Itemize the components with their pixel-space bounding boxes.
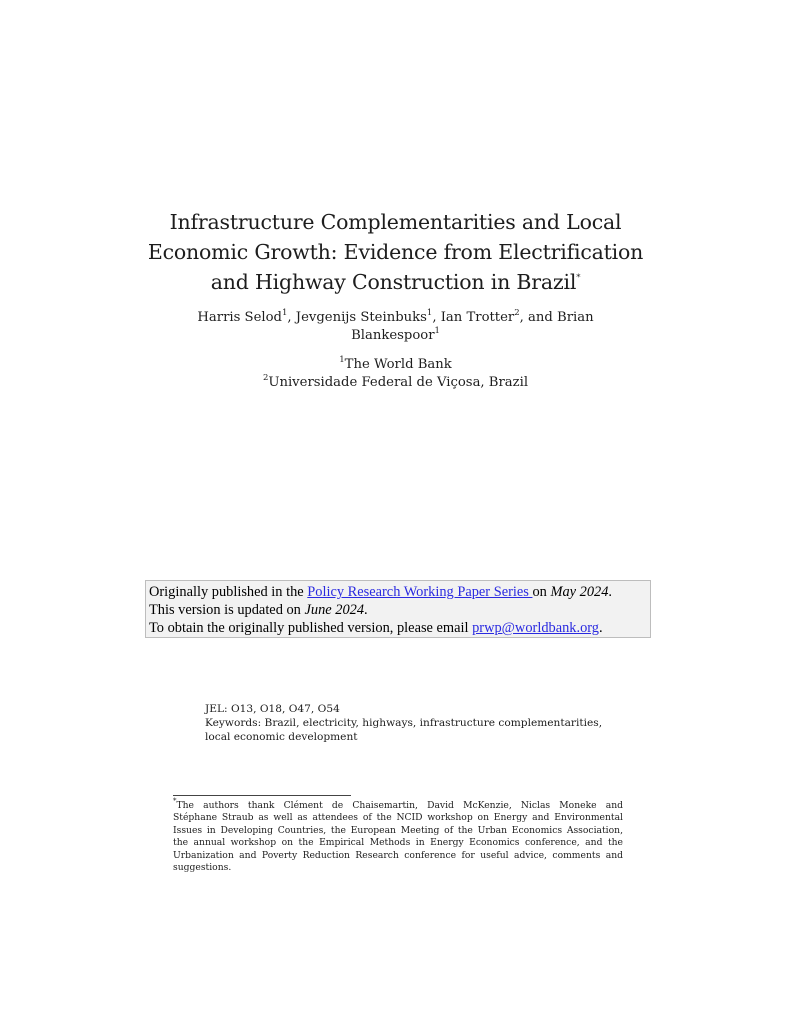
affiliation-name: Universidade Federal de Viçosa, Brazil [268,375,529,390]
footnote-divider [173,795,351,796]
affiliation-mark: 2 [262,372,269,383]
notice-text: . [608,584,613,600]
author-name: Blankespoor [351,328,435,343]
publication-date: May 2024 [550,584,609,600]
footnote-line [173,796,623,812]
acknowledgement-footnote [173,796,623,874]
keywords-line-2: local economic development [205,731,358,743]
affiliation-mark: 1 [339,354,345,365]
affiliation-list [150,356,641,392]
notice-text: This version is updated on [149,602,305,618]
keywords-line-1: Keywords: Brazil, electricity, highways, infrastructure complementarities, [205,717,603,729]
series-link[interactable]: Policy Research Working Paper Series [307,584,533,600]
notice-line-2 [149,601,647,619]
paper-title [120,207,671,297]
jel-keywords [205,702,625,744]
affiliation-name: The World Bank [344,357,452,372]
title-line-1: Infrastructure Complementarities and Local [169,210,622,234]
footnote-mark: * [173,796,177,805]
notice-text: . [364,602,368,618]
footnote-text: The authors thank Clément de Chaisemartin, David McKenzie, Niclas Moneke and [176,800,623,811]
author-affil-mark: 1 [426,307,433,318]
footnote-line: Issues in Developing Countries, the European Meeting of the Urban Economics Association, [173,824,623,836]
jel-codes: JEL: O13, O18, O47, O54 [205,703,340,715]
author-list [150,309,641,345]
author-name: Harris Selod [197,310,282,325]
title-footnote-mark[interactable]: * [576,273,581,284]
notice-text: on [532,584,551,600]
author-name: , Ian Trotter [432,310,515,325]
title-line-3 [120,267,671,297]
author-line-2 [150,327,641,345]
notice-line-3 [149,619,647,637]
footnote-line: Urbanization and Poverty Reduction Research conference for useful advice, comments and [173,849,623,861]
notice-text: To obtain the originally published version, please email [149,620,473,636]
affiliation-line [150,374,641,392]
update-date: June 2024 [304,602,365,618]
author-affil-mark: 2 [514,307,520,318]
notice-text: Originally published in the [149,584,308,600]
footnote-line: suggestions. [173,862,232,874]
footnote-line: Stéphane Straub as well as attendees of the NCID workshop on Energy and Environmental [173,812,623,824]
title-line-2: Economic Growth: Evidence from Electrification [147,240,644,264]
author-line-1 [150,309,641,327]
author-affil-mark: 1 [434,325,440,336]
author-name: , and Brian [519,310,594,325]
affiliation-line [150,356,641,374]
author-affil-mark: 1 [282,307,288,318]
title-line-3-text: and Highway Construction in Brazil [210,270,577,294]
publication-notice-box [145,580,651,638]
email-link[interactable]: prwp@worldbank.org [472,620,600,636]
notice-text: . [599,620,603,636]
author-name: , Jevgenijs Steinbuks [287,310,427,325]
footnote-line: the annual workshop on the Empirical Methods in Energy Economics conference, and the [173,837,623,849]
notice-line-1 [149,583,647,601]
